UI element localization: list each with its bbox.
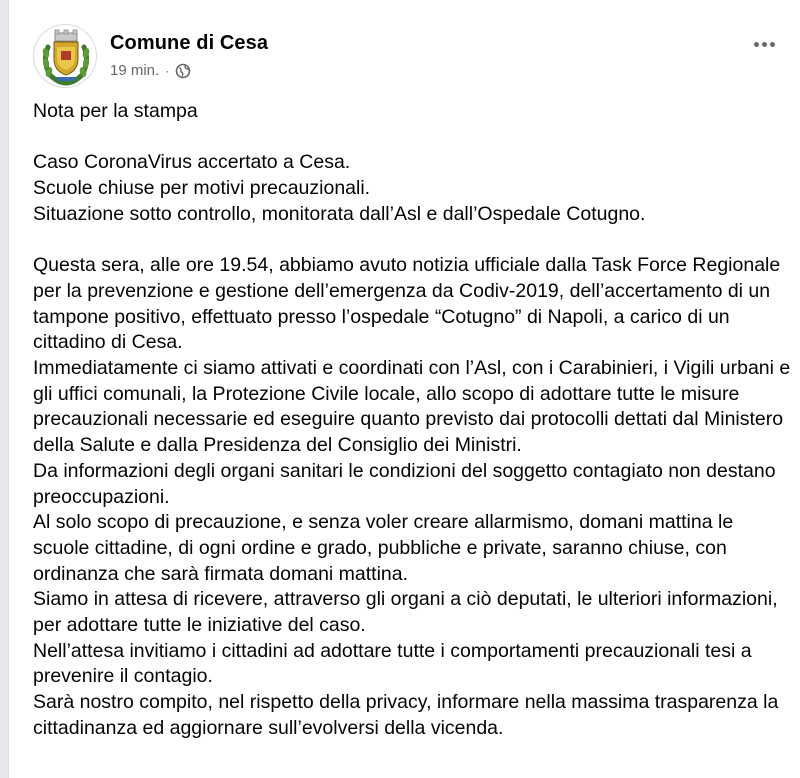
more-dot [754,42,759,47]
page-name-link[interactable]: Comune di Cesa [110,32,269,54]
globe-icon[interactable] [175,63,191,79]
headline-line: Scuole chiuse per motivi precauzionali. [33,177,371,200]
more-dot [770,42,775,47]
paragraph-gap [33,228,793,254]
body-paragraph: Sarà nostro compito, nel rispetto della privacy, informare nella massima trasparenza la cittadinanza ed aggiornare sull’evolversi della vicenda. [33,691,779,739]
more-dot [762,42,767,47]
headline-line: Situazione sotto controllo, monitorata dall’Asl e dall’Ospedale Cotugno. [33,202,646,225]
post-timestamp[interactable]: 19 min. [110,62,160,79]
post-meta [110,62,191,79]
body-paragraph: Al solo scopo di precauzione, e senza voler creare allarmismo, domani mattina le scuole cittadine, di ogni ordine e grado, pubbliche e private, saranno chiuse, con ordinanza che sarà firmata domani mattina. [33,511,734,585]
post-header [33,24,800,90]
paragraph-gap [33,125,793,151]
post-card [8,0,800,778]
headline-line: Caso CoronaVirus accertato a Cesa. [33,151,351,174]
press-note-heading: Nota per la stampa [33,100,198,122]
body-paragraph: Nell’attesa invitiamo i cittadini ad adottare tutte i comportamenti precauzionali tesi a prevenire il contagio. [33,639,752,688]
body-paragraph: Immediatamente ci siamo attivati e coordinati con l’Asl, con i Carabinieri, i Vigili urbani e gli uffici comunali, la Protezione Civile locale, allo scopo di adottare tutte le misure precauzionali necessarie ed eseguire quanto previsto dai protocolli dettati dal Ministero della Salute e dalla Presidenza del Consiglio dei Ministri. [33,357,791,457]
post-text [33,99,793,742]
meta-separator: · [165,63,170,78]
page-avatar[interactable] [33,24,97,88]
body-paragraph: Siamo in attesa di ricevere, attraverso gli organi a ciò deputati, le ulteriori informazioni, per adottare tutte le iniziative del caso. [33,588,778,637]
coat-of-arms-logo [34,25,97,88]
more-options-icon[interactable] [750,34,778,54]
body-paragraph: Questa sera, alle ore 19.54, abbiamo avuto notizia ufficiale dalla Task Force Regionale per la prevenzione e gestione dell’emergenza da Codiv-2019, dell’accertamento di un tampone positivo, effettuato presso l’ospedale “Cotugno” di Napoli, a carico di un cittadino di Cesa. [33,254,781,354]
body-paragraph: Da informazioni degli organi sanitari le condizioni del soggetto contagiato non destano preoccupazioni. [33,459,776,508]
